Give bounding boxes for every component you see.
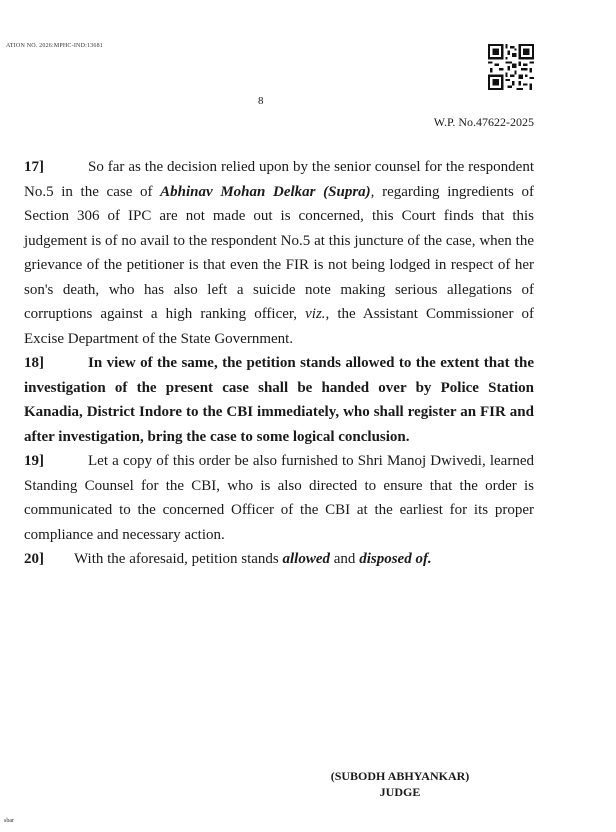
paragraph-text: Let a copy of this order be also furnished to Shri Manoj Dwivedi, learned Standing Counsel for the CBI, who is also directed to ensure that the order is communicated to the concerned Officer of the CBI at the earliest for its proper compliance and necessary action. [24, 453, 534, 543]
paragraph-number: 17] [24, 159, 44, 175]
paragraph-text: In view of the same, the petition stands allowed to the extent that the investigation of the present case shall be handed over by Police Station Kanadia, District Indore to the CBI immediately, who shall register an FIR and after investigation, bring the case to some logical conclusion. [24, 355, 534, 445]
paragraph-number: 20] [24, 551, 44, 567]
neutral-citation: ATION NO. 2026:MPHC-IND:13681 [6, 43, 103, 49]
emphasis-allowed: allowed [282, 551, 331, 567]
emphasis-disposed: disposed of. [359, 551, 432, 567]
judgment-body [24, 155, 534, 572]
paragraph-20 [24, 547, 534, 572]
signature-block [310, 768, 490, 800]
paragraph-number: 18] [24, 355, 44, 371]
paragraph-text: and [330, 551, 360, 567]
paragraph-text: , regarding ingredients of Section 306 of IPC are not made out is concerned, this Court finds that this judgement is of no avail to the respondent No.5 at this juncture of the case, when the grievance of the petitioner is that even the FIR is not being lodged in respect of her son's death, who has also left a suicide note making serious allegations of corruptions against a high ranking officer, [24, 183, 535, 322]
paragraph-number: 19] [24, 453, 44, 469]
latin-term: viz. [305, 306, 326, 322]
judge-name: (SUBODH ABHYANKAR) [330, 769, 470, 783]
typist-initials: sbar [4, 818, 14, 824]
paragraph-17 [24, 155, 534, 351]
qr-code-icon [488, 44, 534, 90]
case-number: W.P. No.47622-2025 [433, 115, 534, 129]
page-number: 8 [258, 95, 264, 107]
case-citation: Abhinav Mohan Delkar (Supra) [160, 183, 371, 200]
paragraph-text: So far as the decision relied upon by the senior counsel for the respondent No.5 in the case of [24, 159, 534, 200]
paragraph-18 [24, 351, 534, 449]
judge-title: JUDGE [379, 785, 421, 799]
paragraph-text: , the Assistant Commissioner of Excise Department of the State Government. [24, 306, 535, 347]
paragraph-text: With the aforesaid, petition stands [74, 551, 283, 567]
paragraph-19 [24, 449, 534, 547]
